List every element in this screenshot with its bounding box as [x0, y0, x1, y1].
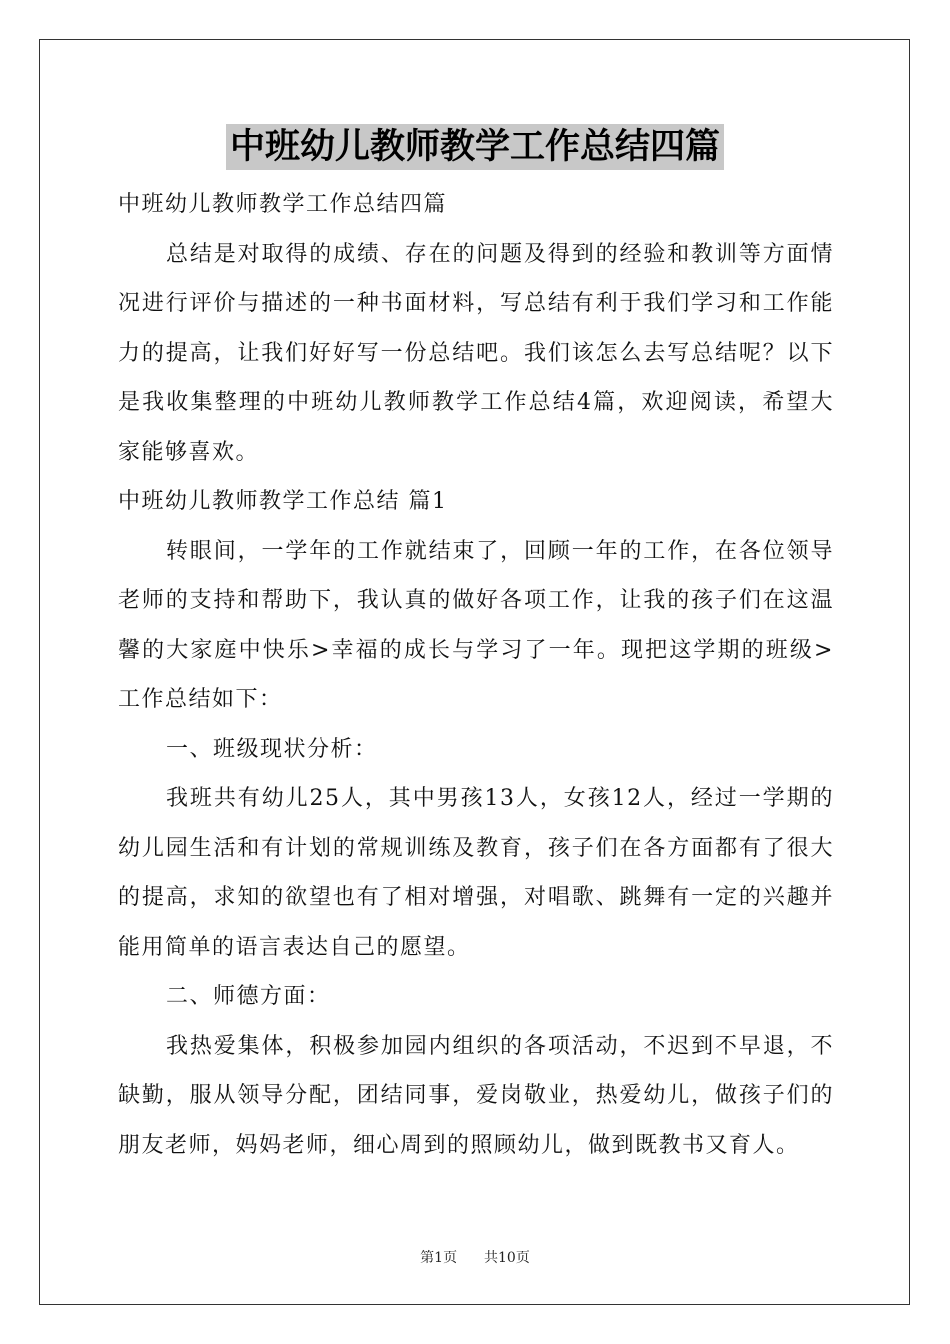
paragraph-opening: 转眼间，一学年的工作就结束了，回顾一年的工作，在各位领导老师的支持和帮助下，我认真的做好各项工作，让我的孩子们在这温馨的大家庭中快乐>幸福的成长与学习了一年。现把这学期的班级>工作总结如下： [118, 538, 834, 712]
page-number: 第1页 [420, 1250, 458, 1266]
paragraph-intro: 总结是对取得的成绩、存在的问题及得到的经验和教训等方面情况进行评价与描述的一种书面材料，写总结有利于我们学习和工作能力的提高，让我们好好写一份总结吧。我们该怎么去写总结呢？以下是我收集整理的中班幼儿教师教学工作总结4篇，欢迎阅读，希望大家能够喜欢。 [118, 241, 834, 465]
paragraph-subtitle: 中班幼儿教师教学工作总结四篇 [118, 192, 448, 217]
paragraph-section-heading: 中班幼儿教师教学工作总结 篇1 [118, 489, 448, 514]
paragraph-heading-ethics: 二、师德方面： [166, 984, 331, 1009]
paragraph-heading-class-status: 一、班级现状分析： [166, 736, 378, 762]
paragraph-class-status: 我班共有幼儿25人，其中男孩13人，女孩12人，经过一学期的幼儿园生活和有计划的常规训练及教育，孩子们在各方面都有了很大的提高，求知的欲望也有了相对增强，对唱歌、跳舞有一定的兴趣并能用简单的语言表达自己的愿望。 [118, 786, 834, 960]
page-total: 共10页 [484, 1250, 530, 1266]
document-body [118, 180, 834, 1170]
title-container [0, 124, 950, 170]
paragraph-ethics: 我热爱集体，积极参加园内组织的各项活动，不迟到不早退，不缺勤，服从领导分配，团结同事，爱岗敬业，热爱幼儿，做孩子们的朋友老师，妈妈老师，细心周到的照顾幼儿，做到既教书又育人。 [118, 1033, 834, 1158]
page-footer [0, 1247, 950, 1267]
document-title: 中班幼儿教师教学工作总结四篇 [226, 124, 724, 170]
